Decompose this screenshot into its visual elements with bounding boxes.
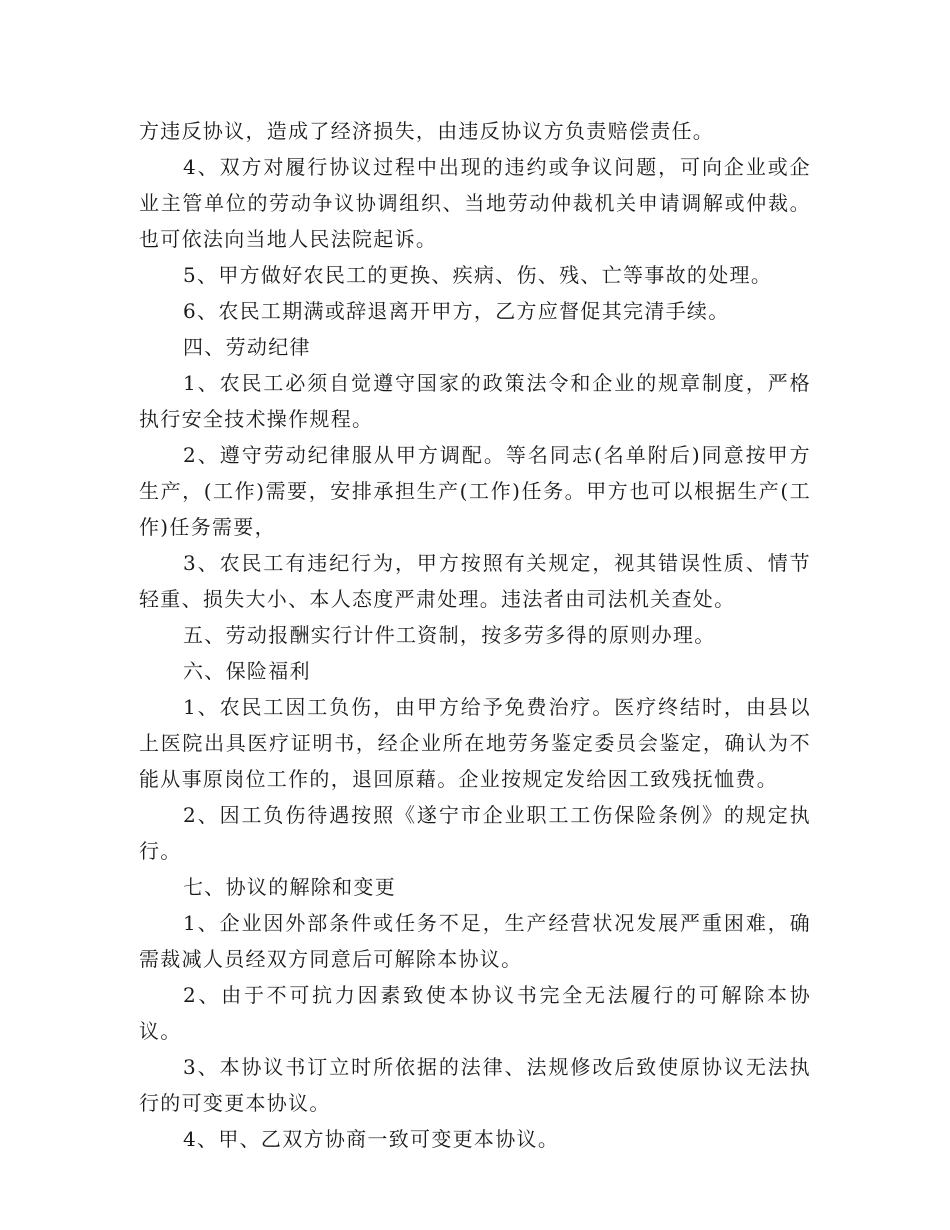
paragraph-clause-3-6: 6、农民工期满或辞退离开甲方，乙方应督促其完清手续。 xyxy=(183,299,730,323)
paragraph-clause-4-3: 3、农民工有违纪行为，甲方按照有关规定，视其错误性质、情节轻重、损失大小、本人态度严肃处理。违法者由司法机关查处。 xyxy=(139,551,811,611)
paragraph-clause-6-2: 2、因工负伤待遇按照《遂宁市企业职工工伤保险条例》的规定执行。 xyxy=(139,803,811,863)
section-heading-labor-remuneration: 五、劳动报酬实行计件工资制，按多劳多得的原则办理。 xyxy=(183,623,716,647)
paragraph-clause-4-1: 1、农民工必须自觉遵守国家的政策法令和企业的规章制度，严格执行安全技术操作规程。 xyxy=(139,371,811,431)
paragraph-clause-3-5: 5、甲方做好农民工的更换、疾病、伤、残、亡等事故的处理。 xyxy=(183,263,773,287)
paragraph-clause-7-4: 4、甲、乙双方协商一致可变更本协议。 xyxy=(183,1127,560,1151)
paragraph-clause-7-2: 2、由于不可抗力因素致使本协议书完全无法履行的可解除本协议。 xyxy=(139,983,811,1043)
document-body xyxy=(139,113,811,1157)
section-heading-insurance-welfare: 六、保险福利 xyxy=(183,659,311,683)
paragraph-clause-6-1: 1、农民工因工负伤，由甲方给予免费治疗。医疗终结时，由县以上医院出具医疗证明书，经企业所在地劳务鉴定委员会鉴定，确认为不能从事原岗位工作的，退回原藉。企业按规定发给因工致残抚恤费。 xyxy=(139,695,811,791)
paragraph-clause-7-3: 3、本协议书订立时所依据的法律、法规修改后致使原协议无法执行的可变更本协议。 xyxy=(139,1055,811,1115)
section-heading-termination-change: 七、协议的解除和变更 xyxy=(183,875,396,899)
section-heading-labor-discipline: 四、劳动纪律 xyxy=(183,335,311,359)
paragraph-continuation: 方违反协议，造成了经济损失，由违反协议方负责赔偿责任。 xyxy=(139,119,715,143)
paragraph-clause-4-2: 2、遵守劳动纪律服从甲方调配。等名同志(名单附后)同意按甲方生产，(工作)需要，安排承担生产(工作)任务。甲方也可以根据生产(工作)任务需要， xyxy=(139,443,811,539)
paragraph-clause-7-1: 1、企业因外部条件或任务不足，生产经营状况发展严重困难，确需裁减人员经双方同意后可解除本协议。 xyxy=(139,911,811,971)
paragraph-clause-3-4: 4、双方对履行协议过程中出现的违约或争议问题，可向企业或企业主管单位的劳动争议协调组织、当地劳动仲裁机关申请调解或仲裁。也可依法向当地人民法院起诉。 xyxy=(139,155,811,251)
